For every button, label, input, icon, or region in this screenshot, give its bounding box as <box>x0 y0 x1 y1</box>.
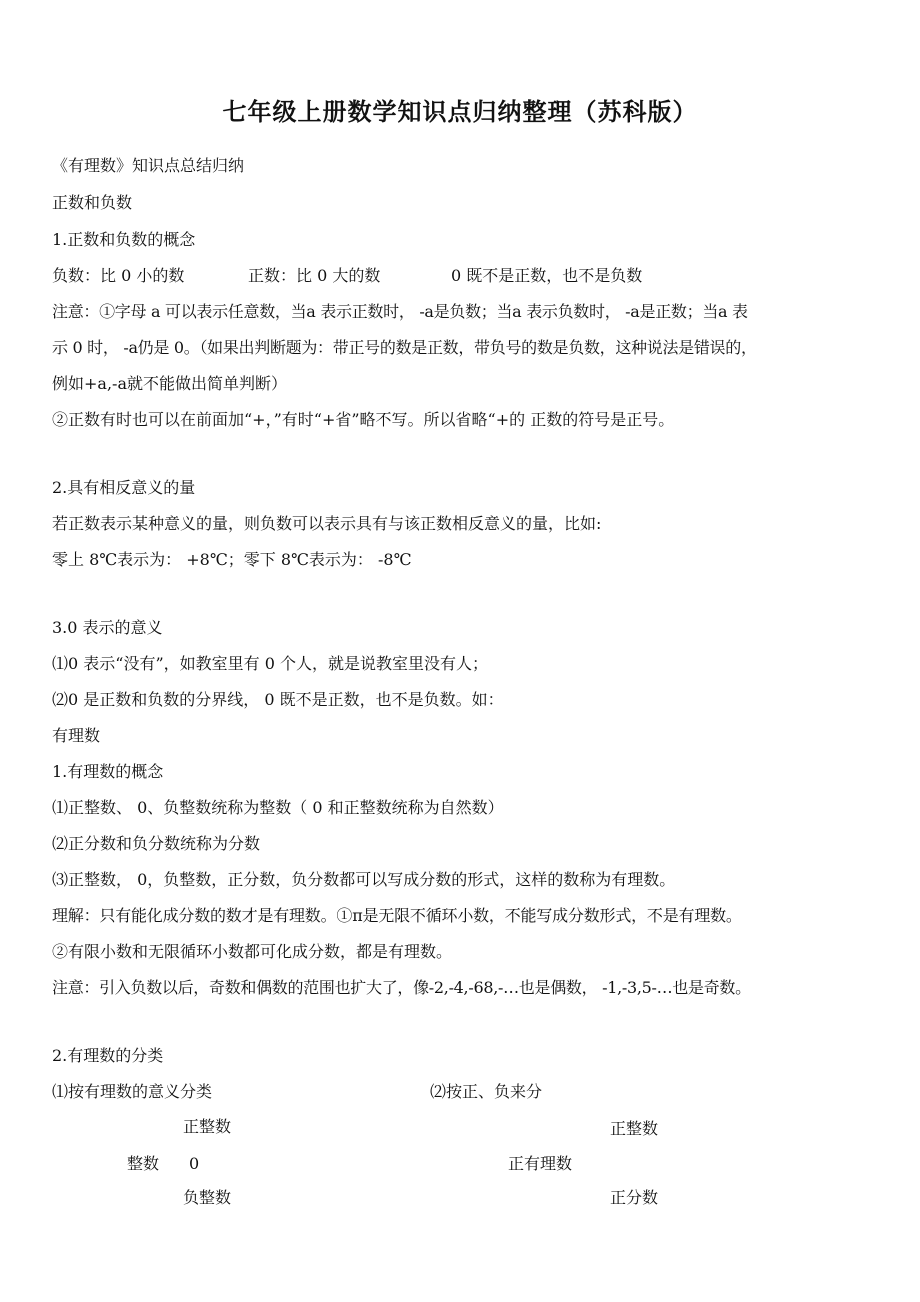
classification-by-sign-heading: ⑵按正、负来分 <box>430 1082 543 1101</box>
understanding-line-2: ②有限小数和无限循环小数都可化成分数，都是有理数。 <box>52 942 453 961</box>
temperature-example: 零上 8℃表示为： +8℃；零下 8℃表示为： -8℃ <box>52 550 412 569</box>
understanding-line-1: 理解：只有能化成分数的数才是有理数。①π是无限不循环小数，不能写成分数形式，不是有理数。 <box>52 906 742 925</box>
classification-by-meaning-heading: ⑴按有理数的意义分类 <box>52 1082 213 1101</box>
heading-rational-numbers: 有理数 <box>52 726 101 745</box>
right-positive-integer: 正整数 <box>610 1119 659 1138</box>
zero-meaning-2: ⑵0 是正数和负数的分界线， 0 既不是正数，也不是负数。如： <box>52 690 504 709</box>
left-positive-integer: 正整数 <box>183 1117 232 1136</box>
rational-concept-3: ⑶正整数， 0，负整数，正分数，负分数都可以写成分数的形式，这样的数称为有理数。 <box>52 870 676 889</box>
note-line-4: ②正数有时也可以在前面加“+，”有时“+省”略不写。所以省略“+的 正数的符号是正号。 <box>52 410 675 429</box>
note-line-1: 注意：①字母 a 可以表示任意数，当a 表示正数时， -a是负数；当a 表示负数时， -a是正数；当a 表 <box>52 302 748 321</box>
note-line-2: 示 0 时， -a仍是 0。（如果出判断题为：带正号的数是正数，带负号的数是负数，这种说法是错误的， <box>52 338 757 357</box>
left-integer: 整数 <box>127 1154 160 1173</box>
opposite-quantities-text: 若正数表示某种意义的量，则负数可以表示具有与该正数相反意义的量，比如: <box>52 514 602 533</box>
subheading-opposite-quantities: 2.具有相反意义的量 <box>52 478 196 497</box>
section-heading-rational-summary: 《有理数》知识点总结归纳 <box>52 156 245 175</box>
parity-note: 注意：引入负数以后，奇数和偶数的范围也扩大了，像-2,-4,-68,-…也是偶数， -1,-3,5-…也是奇数。 <box>52 978 751 997</box>
heading-positive-negative: 正数和负数 <box>52 193 133 212</box>
positive-definition: 正数：比 0 大的数 <box>248 266 381 285</box>
negative-definition: 负数：比 0 小的数 <box>52 266 185 285</box>
definition-row <box>52 264 642 288</box>
rational-concept-1: ⑴正整数、 0、负整数统称为整数（ 0 和正整数统称为自然数） <box>52 798 504 817</box>
subheading-zero-meaning: 3.0 表示的意义 <box>52 618 163 637</box>
subheading-concept: 1.正数和负数的概念 <box>52 230 196 249</box>
page-title: 七年级上册数学知识点归纳整理（苏科版） <box>222 98 698 126</box>
subheading-classification: 2.有理数的分类 <box>52 1046 164 1065</box>
right-positive-fraction: 正分数 <box>610 1188 659 1207</box>
subheading-rational-concept: 1.有理数的概念 <box>52 762 164 781</box>
note-line-3: 例如+a,-a就不能做出简单判断） <box>52 374 287 393</box>
zero-meaning-1: ⑴0 表示“没有”，如教室里有 0 个人，就是说教室里没有人； <box>52 654 488 673</box>
left-zero: 0 <box>189 1154 200 1173</box>
zero-definition: 0 既不是正数，也不是负数 <box>451 266 643 285</box>
left-negative-integer: 负整数 <box>183 1188 232 1207</box>
rational-concept-2: ⑵正分数和负分数统称为分数 <box>52 834 261 853</box>
right-positive-rational: 正有理数 <box>508 1154 573 1173</box>
